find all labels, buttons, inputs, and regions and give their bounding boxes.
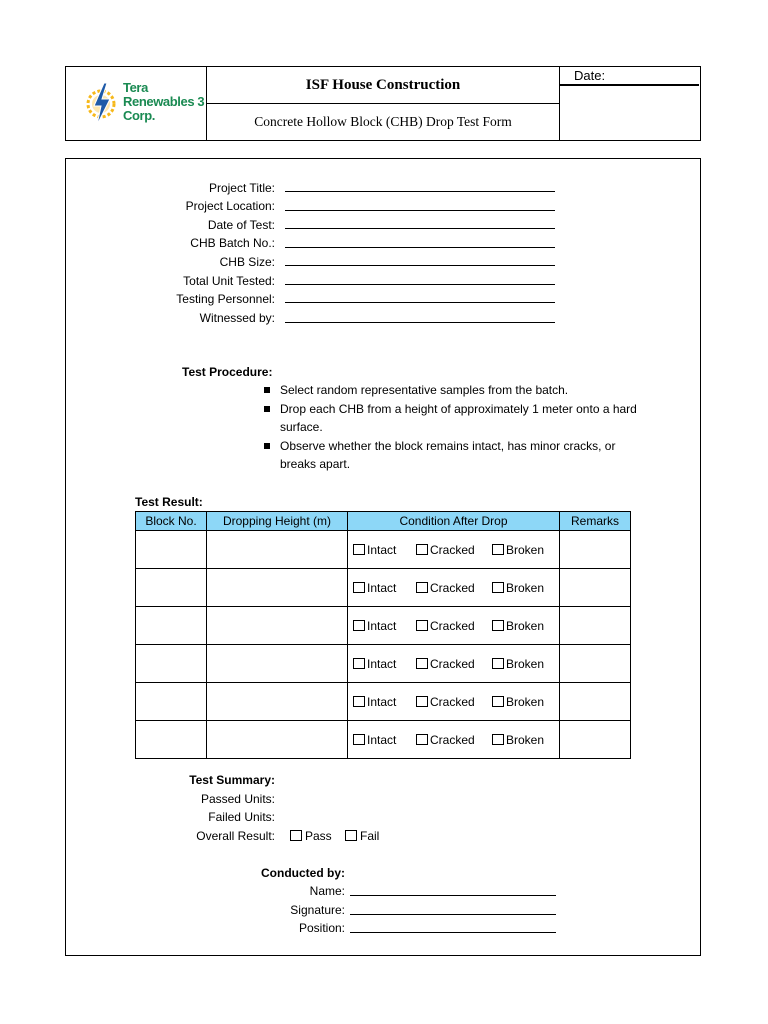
fail-option[interactable] [345, 829, 379, 843]
table-row [136, 531, 631, 569]
cracked-label: Cracked [430, 732, 475, 747]
intact-label: Intact [367, 656, 397, 671]
condition-option-broken[interactable] [492, 619, 544, 633]
field-line-witnessed-by[interactable] [285, 322, 555, 323]
col-remarks: Remarks [560, 512, 631, 531]
broken-checkbox[interactable] [492, 696, 504, 707]
summary-heading: Test Summary: [189, 773, 275, 787]
intact-label: Intact [367, 732, 397, 747]
block-no-cell[interactable] [136, 569, 207, 607]
remarks-cell[interactable] [560, 645, 631, 683]
remarks-cell[interactable] [560, 683, 631, 721]
signature-label: Signature: [290, 903, 345, 917]
condition-cell [348, 721, 560, 759]
cracked-label: Cracked [430, 618, 475, 633]
broken-label: Broken [506, 618, 545, 633]
condition-option-broken[interactable] [492, 581, 544, 595]
overall-result-label: Overall Result: [196, 829, 275, 843]
dropping-height-cell[interactable] [207, 645, 348, 683]
condition-cell [348, 607, 560, 645]
condition-option-cracked[interactable] [416, 657, 475, 671]
intact-checkbox[interactable] [353, 544, 365, 555]
condition-option-intact[interactable] [353, 733, 396, 747]
broken-checkbox[interactable] [492, 620, 504, 631]
dropping-height-cell[interactable] [207, 607, 348, 645]
cracked-checkbox[interactable] [416, 544, 428, 555]
intact-label: Intact [367, 694, 397, 709]
cracked-checkbox[interactable] [416, 620, 428, 631]
table-row [136, 721, 631, 759]
field-label-date-of-test: Date of Test: [207, 218, 275, 232]
field-label-chb-size: CHB Size: [219, 255, 275, 269]
field-label-project-location: Project Location: [185, 199, 275, 213]
intact-label: Intact [367, 618, 397, 633]
intact-checkbox[interactable] [353, 696, 365, 707]
logo-line-2: Renewables 3 [123, 94, 205, 109]
col-dropping-height: Dropping Height (m) [207, 512, 348, 531]
condition-cell [348, 683, 560, 721]
form-title: ISF House Construction [207, 67, 559, 104]
table-row [136, 645, 631, 683]
field-line-total-unit[interactable] [285, 284, 555, 285]
cracked-checkbox[interactable] [416, 696, 428, 707]
field-line-chb-size[interactable] [285, 265, 555, 266]
cracked-label: Cracked [430, 542, 475, 557]
broken-checkbox[interactable] [492, 658, 504, 669]
block-no-cell[interactable] [136, 531, 207, 569]
col-condition: Condition After Drop [348, 512, 560, 531]
condition-cell [348, 569, 560, 607]
condition-option-cracked[interactable] [416, 619, 475, 633]
condition-option-cracked[interactable] [416, 543, 475, 557]
form-subtitle: Concrete Hollow Block (CHB) Drop Test Form [254, 114, 512, 129]
field-line-project-location[interactable] [285, 210, 555, 211]
date-cell[interactable] [560, 67, 699, 140]
condition-option-broken[interactable] [492, 543, 544, 557]
conducted-heading: Conducted by: [261, 866, 345, 880]
date-label: Date: [560, 67, 699, 86]
condition-option-intact[interactable] [353, 543, 396, 557]
pass-label: Pass [305, 829, 332, 843]
condition-option-broken[interactable] [492, 733, 544, 747]
dropping-height-cell[interactable] [207, 683, 348, 721]
logo-text [123, 81, 204, 123]
condition-option-cracked[interactable] [416, 581, 475, 595]
fail-label: Fail [360, 829, 380, 843]
fail-checkbox[interactable] [345, 830, 357, 841]
signature-line[interactable] [350, 914, 556, 915]
field-label-witnessed-by: Witnessed by: [199, 311, 275, 325]
result-body [136, 531, 631, 759]
cracked-checkbox[interactable] [416, 734, 428, 745]
condition-option-cracked[interactable] [416, 695, 475, 709]
logo-line-3: Corp. [123, 108, 155, 123]
table-row [136, 607, 631, 645]
broken-label: Broken [506, 732, 545, 747]
condition-option-intact[interactable] [353, 619, 396, 633]
procedure-heading: Test Procedure: [182, 365, 273, 379]
cracked-label: Cracked [430, 580, 475, 595]
col-block-no: Block No. [136, 512, 207, 531]
remarks-cell[interactable] [560, 721, 631, 759]
cracked-checkbox[interactable] [416, 582, 428, 593]
procedure-list [262, 381, 642, 474]
table-row [136, 683, 631, 721]
passed-units-label: Passed Units: [200, 792, 275, 806]
result-heading: Test Result: [135, 495, 203, 509]
condition-option-intact[interactable] [353, 695, 396, 709]
table-header-row [136, 512, 631, 531]
procedure-step: Observe whether the block remains intact, has minor cracks, or breaks apart. [262, 437, 642, 474]
form-header [65, 66, 701, 141]
position-label: Position: [298, 921, 345, 935]
block-no-cell[interactable] [136, 645, 207, 683]
condition-option-intact[interactable] [353, 657, 396, 671]
pass-checkbox[interactable] [290, 830, 302, 841]
table-row [136, 569, 631, 607]
block-no-cell[interactable] [136, 607, 207, 645]
intact-checkbox[interactable] [353, 734, 365, 745]
procedure-step: Drop each CHB from a height of approximately 1 meter onto a hard surface. [262, 400, 642, 437]
condition-cell [348, 645, 560, 683]
condition-option-cracked[interactable] [416, 733, 475, 747]
condition-cell [348, 531, 560, 569]
logo-cell [66, 67, 207, 140]
condition-option-broken[interactable] [492, 695, 544, 709]
field-line-testing-personnel[interactable] [285, 302, 555, 303]
result-table [135, 511, 631, 759]
field-label-testing-personnel: Testing Personnel: [176, 292, 275, 306]
cracked-checkbox[interactable] [416, 658, 428, 669]
title-cell [207, 67, 560, 140]
broken-label: Broken [506, 580, 545, 595]
intact-label: Intact [367, 542, 397, 557]
remarks-cell[interactable] [560, 607, 631, 645]
procedure-step: Select random representative samples from the batch. [262, 381, 642, 400]
name-line[interactable] [350, 895, 556, 896]
field-label-chb-batch: CHB Batch No.: [190, 236, 275, 250]
field-line-project-title[interactable] [285, 191, 555, 192]
failed-units-label: Failed Units: [208, 810, 275, 824]
condition-option-intact[interactable] [353, 581, 396, 595]
cracked-label: Cracked [430, 656, 475, 671]
remarks-cell[interactable] [560, 569, 631, 607]
remarks-cell[interactable] [560, 531, 631, 569]
field-label-total-unit: Total Unit Tested: [183, 274, 275, 288]
field-line-chb-batch[interactable] [285, 247, 555, 248]
pass-option[interactable] [290, 829, 332, 843]
intact-checkbox[interactable] [353, 620, 365, 631]
name-label: Name: [309, 884, 345, 898]
intact-label: Intact [367, 580, 397, 595]
broken-checkbox[interactable] [492, 544, 504, 555]
field-line-date-of-test[interactable] [285, 228, 555, 229]
broken-checkbox[interactable] [492, 734, 504, 745]
condition-option-broken[interactable] [492, 657, 544, 671]
block-no-cell[interactable] [136, 721, 207, 759]
cracked-label: Cracked [430, 694, 475, 709]
position-line[interactable] [350, 932, 556, 933]
dropping-height-cell[interactable] [207, 721, 348, 759]
dropping-height-cell[interactable] [207, 531, 348, 569]
dropping-height-cell[interactable] [207, 569, 348, 607]
broken-label: Broken [506, 656, 545, 671]
lightning-sun-logo-icon [86, 81, 118, 127]
block-no-cell[interactable] [136, 683, 207, 721]
broken-label: Broken [506, 694, 545, 709]
intact-checkbox[interactable] [353, 582, 365, 593]
field-label-project-title: Project Title: [208, 181, 275, 195]
broken-checkbox[interactable] [492, 582, 504, 593]
broken-label: Broken [506, 542, 545, 557]
intact-checkbox[interactable] [353, 658, 365, 669]
logo-line-1: Tera [123, 80, 148, 95]
